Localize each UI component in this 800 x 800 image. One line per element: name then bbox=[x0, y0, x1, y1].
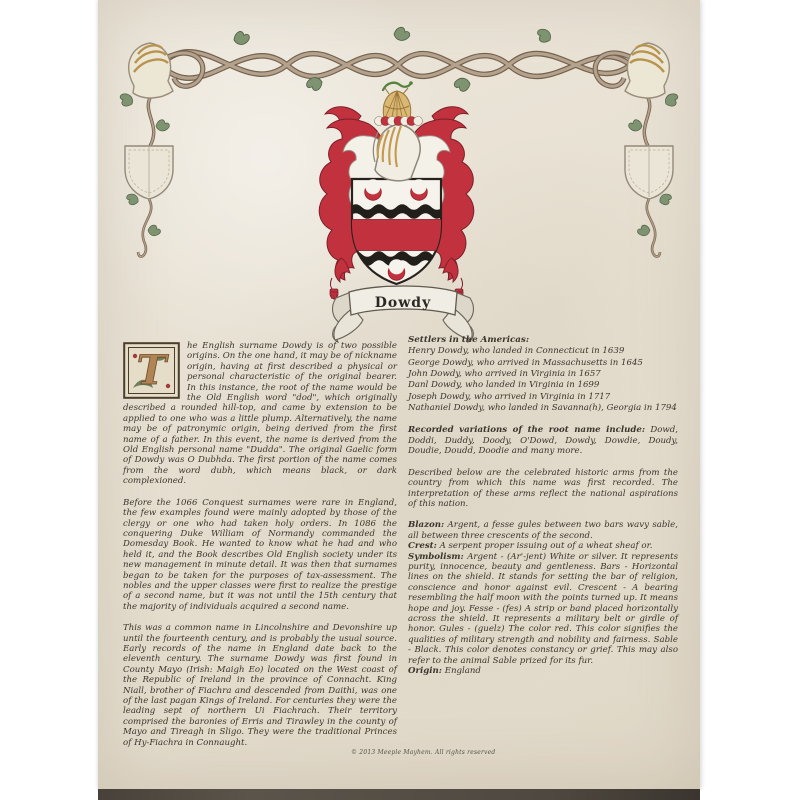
settler-line: Henry Dowdy, who landed in Connecticut in 1639 bbox=[408, 346, 625, 357]
settlers-list bbox=[408, 346, 678, 414]
knight-helm-icon bbox=[373, 124, 420, 181]
torse bbox=[375, 117, 423, 126]
variations-text: Dowd, Doddi, Duddy, Doody, O'Dowd, Dowdy, Dowdie, Doudy, Doudie, Doudd, Doodie and many more. bbox=[408, 425, 678, 457]
settler-line: George Dowdy, who arrived in Massachusetts in 1645 bbox=[408, 357, 643, 368]
blazon-paragraph bbox=[408, 520, 678, 541]
symbolism-text: Argent - (Ar'-jent) White or silver. It represents purity, innocence, beauty and gentleness. Bars - Horizontal lines on the shield. It stands for setting the bar of religion, conscience and honor against evil. Crescent - A bearing resembling the half moon with the points turned up. It means hope and joy. Fesse - (fes) A strip or band placed horizontally across the shield. It represents a military belt or girdle of honor. Gules - (guelz) The color red. This color signifies the qualities of military strength and nobility and fairness. Sable - Black. This color denotes constancy or grief. This may also refer to the animal Sable prized for its fur. bbox=[408, 551, 678, 666]
symbolism-label: Symbolism: bbox=[408, 551, 464, 562]
paragraph-origins bbox=[123, 341, 397, 487]
surname-banner-text: Dowdy bbox=[374, 295, 432, 311]
paragraph-text: he English surname Dowdy is of two possible origins. On the one hand, it may be of nickname origin, having at first described a physical or personal characteristic of the original bearer. In this instance, the root of the name would be the Old English word "dod", which originally described a rounded hill-top, and came by extension to be applied to one who was a little plump. Alternatively, the name may be of patronymic origin, being derived from the first name of a father. In this event, the name is derived from the Old English personal name "Dudda". The original Gaelic form of Dowdy was O Dubhda. The first portion of the name comes from the word dubh, which means black, or dark complexioned. bbox=[123, 341, 397, 487]
crest-text: A serpent proper issuing out of a wheat sheaf or. bbox=[439, 541, 653, 552]
variations-label: Recorded variations of the root name include: bbox=[408, 425, 646, 436]
blazon-text: Argent, a fesse gules between two bars wavy sable, all between three crescents of the second. bbox=[408, 520, 678, 541]
described-paragraph: Described below are the celebrated historic arms from the country from which this name was first recorded. The interpretation of these arms reflect the national aspirations of this nation. bbox=[408, 467, 678, 509]
copyright-line: © 2013 Meeple Mayhem. All rights reserved bbox=[351, 749, 496, 756]
crest-label: Crest: bbox=[408, 541, 437, 552]
heraldic-shield bbox=[350, 179, 443, 284]
serpent-head bbox=[409, 81, 413, 85]
settler-line: Nathaniel Dowdy, who landed in Savanna(h), Georgia in 1794 bbox=[408, 403, 677, 414]
crest-paragraph bbox=[408, 541, 678, 551]
history-column bbox=[123, 341, 397, 759]
crescent-gules bbox=[388, 259, 405, 280]
origin-text: England bbox=[444, 666, 481, 676]
parchment-sheet bbox=[98, 0, 700, 789]
wheat-sheaf-icon bbox=[383, 88, 411, 118]
crescent-gules bbox=[411, 179, 428, 200]
crescent-gules bbox=[365, 179, 382, 200]
name-banner bbox=[333, 286, 474, 342]
settler-line: Joseph Dowdy, who arrived in Virginia in 1717 bbox=[408, 391, 611, 402]
symbolism-paragraph bbox=[408, 552, 678, 666]
coat-of-arms bbox=[305, 78, 521, 344]
settlers-heading: Settlers in the Americas: bbox=[408, 335, 530, 345]
origin-paragraph bbox=[408, 666, 678, 676]
details-column bbox=[408, 335, 678, 676]
photo-table-edge bbox=[98, 789, 700, 800]
settler-line: John Dowdy, who arrived in Virginia in 1657 bbox=[408, 369, 601, 380]
blazon-label: Blazon: bbox=[408, 520, 445, 531]
illuminated-dropcap bbox=[123, 342, 180, 399]
paragraph-domesday: Before the 1066 Conquest surnames were rare in England, the few examples found were mainly adopted by those of the clergy or one who had taken holy orders. In 1086 the conquering Duke William of Normandy commanded the Domesday Book. He wanted to know what he had and who held it, and the Book describes Old English society under its new management in minute detail. It was then that surnames began to be taken for the purposes of tax-assessment. The nobles and the upper classes were first to realize the prestige of a second name, but it was not until the 15th century that the majority of individuals acquired a second name. bbox=[123, 497, 397, 612]
fesse-gules bbox=[350, 220, 443, 251]
paragraph-ireland: This was a common name in Lincolnshire and Devonshire up until the fourteenth century, and is probably the usual source. Early records of the name in England date back to the eleventh century. The surname Dowdy was first found in County Mayo (Irish: Maigh Eo) located on the West coast of the Republic of Ireland in the province of Connacht. King Niall, brother of Fiachra and descended from Daithi, was one of the last pagan Kings of Ireland. For centuries they were the leading sept of northern Ui Fiachrach. Their territory comprised the baronies of Erris and Tirawley in the county of Mayo and Tireagh in Sligo. They were the traditional Princes of Hy-Fiachra in Connaught. bbox=[123, 623, 397, 748]
settler-line: Danl Dowdy, who landed in Virginia in 1699 bbox=[408, 380, 600, 391]
variations-paragraph bbox=[408, 425, 678, 456]
origin-label: Origin: bbox=[408, 666, 442, 676]
dropcap-letter: T bbox=[136, 347, 167, 394]
